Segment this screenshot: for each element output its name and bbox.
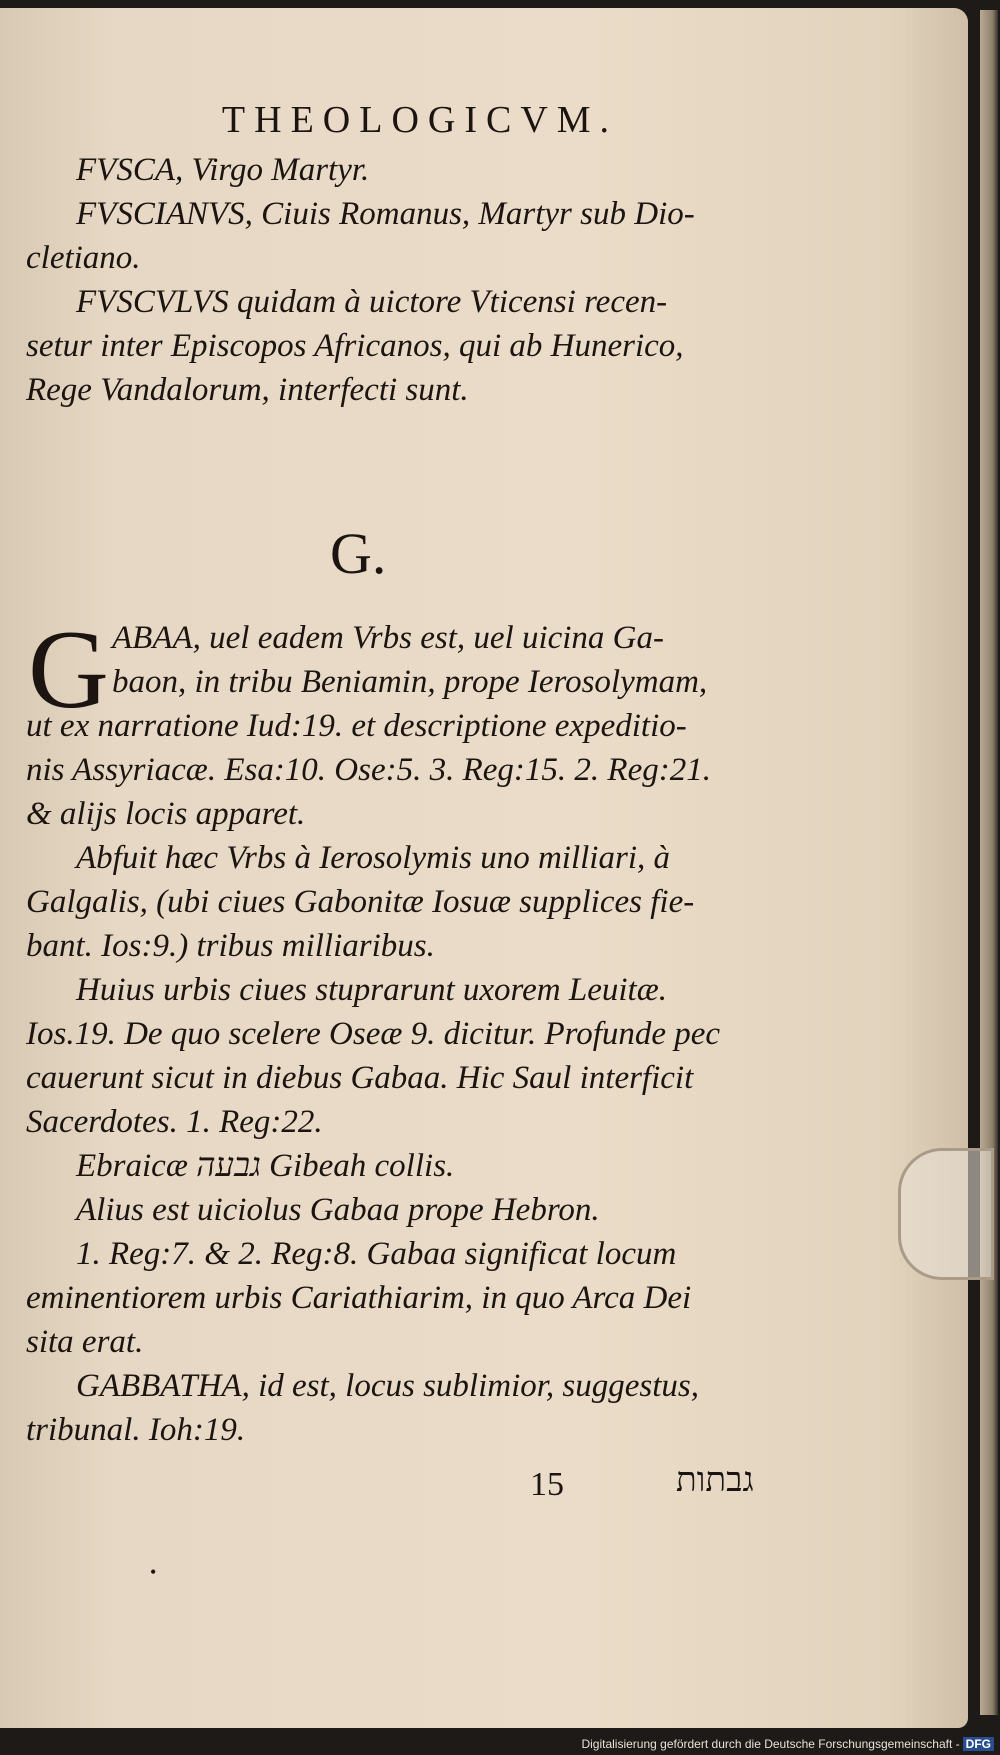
text-line: cauerunt sicut in diebus Gabaa. Hic Saul interficit: [26, 1060, 694, 1096]
ink-dot: •: [150, 1562, 157, 1582]
text-line: Galgalis, (ubi ciues Gabonitæ Iosuæ supplices fie-: [26, 884, 695, 920]
digitization-credit: [581, 1737, 994, 1751]
dfg-logo: DFG: [963, 1737, 994, 1751]
text-line: FVSCVLVS quidam à uictore Vticensi recen-: [76, 284, 668, 320]
text-line: Rege Vandalorum, interfecti sunt.: [26, 372, 469, 408]
text-line: sita erat.: [26, 1324, 144, 1360]
g-entry-start: [112, 616, 792, 704]
text-line: bant. Ios:9.) tribus milliaribus.: [26, 928, 435, 964]
drop-initial: G: [28, 608, 109, 732]
body-text: [26, 704, 786, 1452]
page-edge: [980, 10, 998, 1715]
text-line: Huius urbis ciues stuprarunt uxorem Leuitæ.: [76, 972, 667, 1008]
text-line: setur inter Episcopos Africanos, qui ab Hunerico,: [26, 328, 684, 364]
text-line: Ios.19. De quo scelere Oseæ 9. dicitur. Profunde pec: [26, 1016, 721, 1052]
text-line: ut ex narratione Iud:19. et descriptione expeditio-: [26, 708, 687, 744]
text-line: eminentiorem urbis Cariathiarim, in quo Arca Dei: [26, 1280, 692, 1316]
text-line: Alius est uiciolus Gabaa prope Hebron.: [76, 1192, 600, 1228]
text-line: FVSCIANVS, Ciuis Romanus, Martyr sub Dio-: [76, 196, 695, 232]
text-line: tribunal. Ioh:19.: [26, 1412, 246, 1448]
text-line: Ebraicæ גבעה Gibeah collis.: [76, 1148, 455, 1184]
text-line: 1. Reg:7. & 2. Reg:8. Gabaa significat locum: [76, 1236, 677, 1272]
text-line: Sacerdotes. 1. Reg:22.: [26, 1104, 323, 1140]
text-line: & alijs locis apparet.: [26, 796, 306, 832]
credit-text: Digitalisierung gefördert durch die Deutsche Forschungsgemeinschaft -: [581, 1737, 960, 1751]
text-line: GABBATHA, id est, locus sublimior, suggestus,: [76, 1368, 700, 1404]
signature-mark: 15: [530, 1466, 564, 1503]
top-entries: [26, 148, 786, 412]
text-line: Abfuit hæc Vrbs à Ierosolymis uno milliari, à: [76, 840, 670, 876]
text-line: FVSCA, Virgo Martyr.: [76, 152, 370, 188]
page-clip: [898, 1148, 994, 1280]
text-line: baon, in tribu Beniamin, prope Ierosolymam,: [112, 664, 708, 700]
text-line: nis Assyriacæ. Esa:10. Ose:5. 3. Reg:15. 2. Reg:21.: [26, 752, 711, 788]
hebrew-catchword: גבתות: [676, 1462, 754, 1499]
section-heading: G.: [330, 521, 387, 586]
text-line: cletiano.: [26, 240, 141, 276]
running-header: THEOLOGICVM.: [221, 99, 619, 141]
text-line: ABAA, uel eadem Vrbs est, uel uicina Ga-: [112, 620, 664, 656]
